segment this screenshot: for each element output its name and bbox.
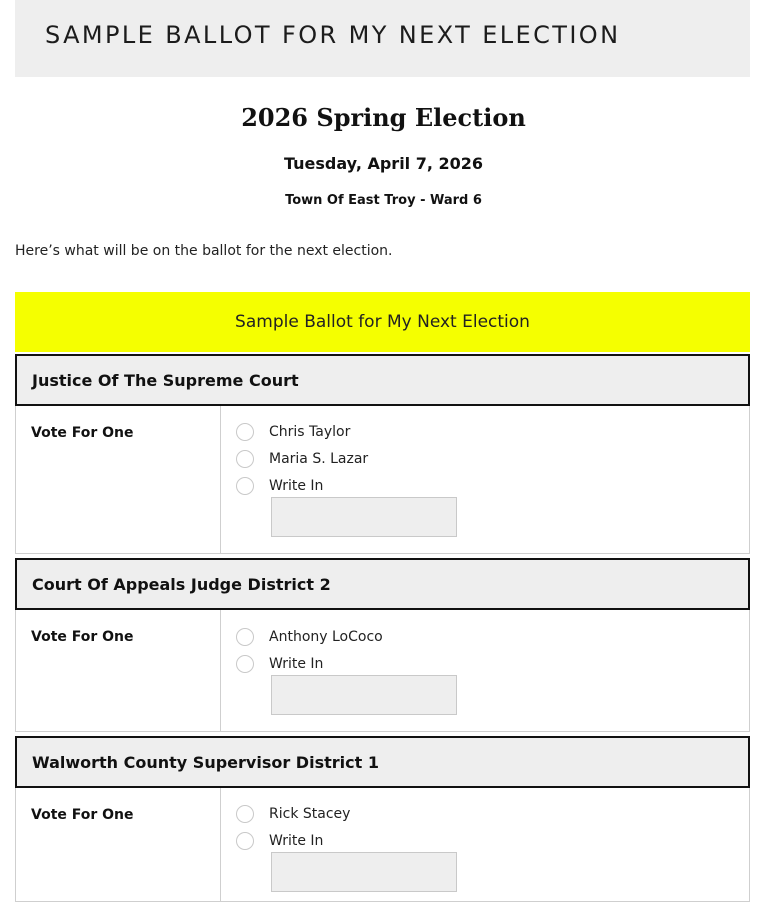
election-title: 2026 Spring Election xyxy=(241,103,526,132)
race-title: Justice Of The Supreme Court xyxy=(32,370,299,390)
race-body-supreme-court xyxy=(15,406,750,554)
race-header-county-supervisor xyxy=(15,736,750,788)
radio-button[interactable] xyxy=(236,805,254,823)
vote-for-label: Vote For One xyxy=(31,807,134,823)
radio-button[interactable] xyxy=(236,423,254,441)
option-rick-stacey[interactable] xyxy=(236,803,350,825)
write-in-input[interactable] xyxy=(271,497,457,537)
option-label: Anthony LoCoco xyxy=(269,629,383,645)
option-chris-taylor[interactable] xyxy=(236,421,350,443)
race-body-appeals-judge xyxy=(15,610,750,732)
race-title: Walworth County Supervisor District 1 xyxy=(32,752,379,772)
radio-button[interactable] xyxy=(236,450,254,468)
option-anthony-lococo[interactable] xyxy=(236,626,383,648)
option-label: Write In xyxy=(269,656,324,672)
option-write-in[interactable] xyxy=(236,653,323,675)
radio-button[interactable] xyxy=(236,628,254,646)
election-date: Tuesday, April 7, 2026 xyxy=(283,154,484,173)
option-label: Chris Taylor xyxy=(269,424,351,440)
vote-for-label: Vote For One xyxy=(31,425,134,441)
write-in-input[interactable] xyxy=(271,675,457,715)
page-header xyxy=(15,0,750,77)
radio-button[interactable] xyxy=(236,832,254,850)
race-header-appeals-judge xyxy=(15,558,750,610)
option-label: Write In xyxy=(269,478,324,494)
write-in-input[interactable] xyxy=(271,852,457,892)
radio-button[interactable] xyxy=(236,477,254,495)
option-label: Rick Stacey xyxy=(269,806,351,822)
ballot-banner-title: Sample Ballot for My Next Election xyxy=(235,312,530,332)
column-divider xyxy=(220,788,221,901)
vote-for-label: Vote For One xyxy=(31,629,134,645)
option-label: Maria S. Lazar xyxy=(269,451,369,467)
column-divider xyxy=(220,406,221,553)
option-label: Write In xyxy=(269,833,324,849)
option-write-in[interactable] xyxy=(236,475,323,497)
option-maria-lazar[interactable] xyxy=(236,448,368,470)
election-ward: Town Of East Troy - Ward 6 xyxy=(285,193,482,208)
intro-text: Here’s what will be on the ballot for the next election. xyxy=(15,243,393,259)
race-header-supreme-court xyxy=(15,354,750,406)
option-write-in[interactable] xyxy=(236,830,323,852)
race-title: Court Of Appeals Judge District 2 xyxy=(32,574,331,594)
page-title: SAMPLE BALLOT FOR MY NEXT ELECTION xyxy=(45,21,621,49)
race-body-county-supervisor xyxy=(15,788,750,902)
ballot-banner xyxy=(15,292,750,352)
radio-button[interactable] xyxy=(236,655,254,673)
column-divider xyxy=(220,610,221,731)
